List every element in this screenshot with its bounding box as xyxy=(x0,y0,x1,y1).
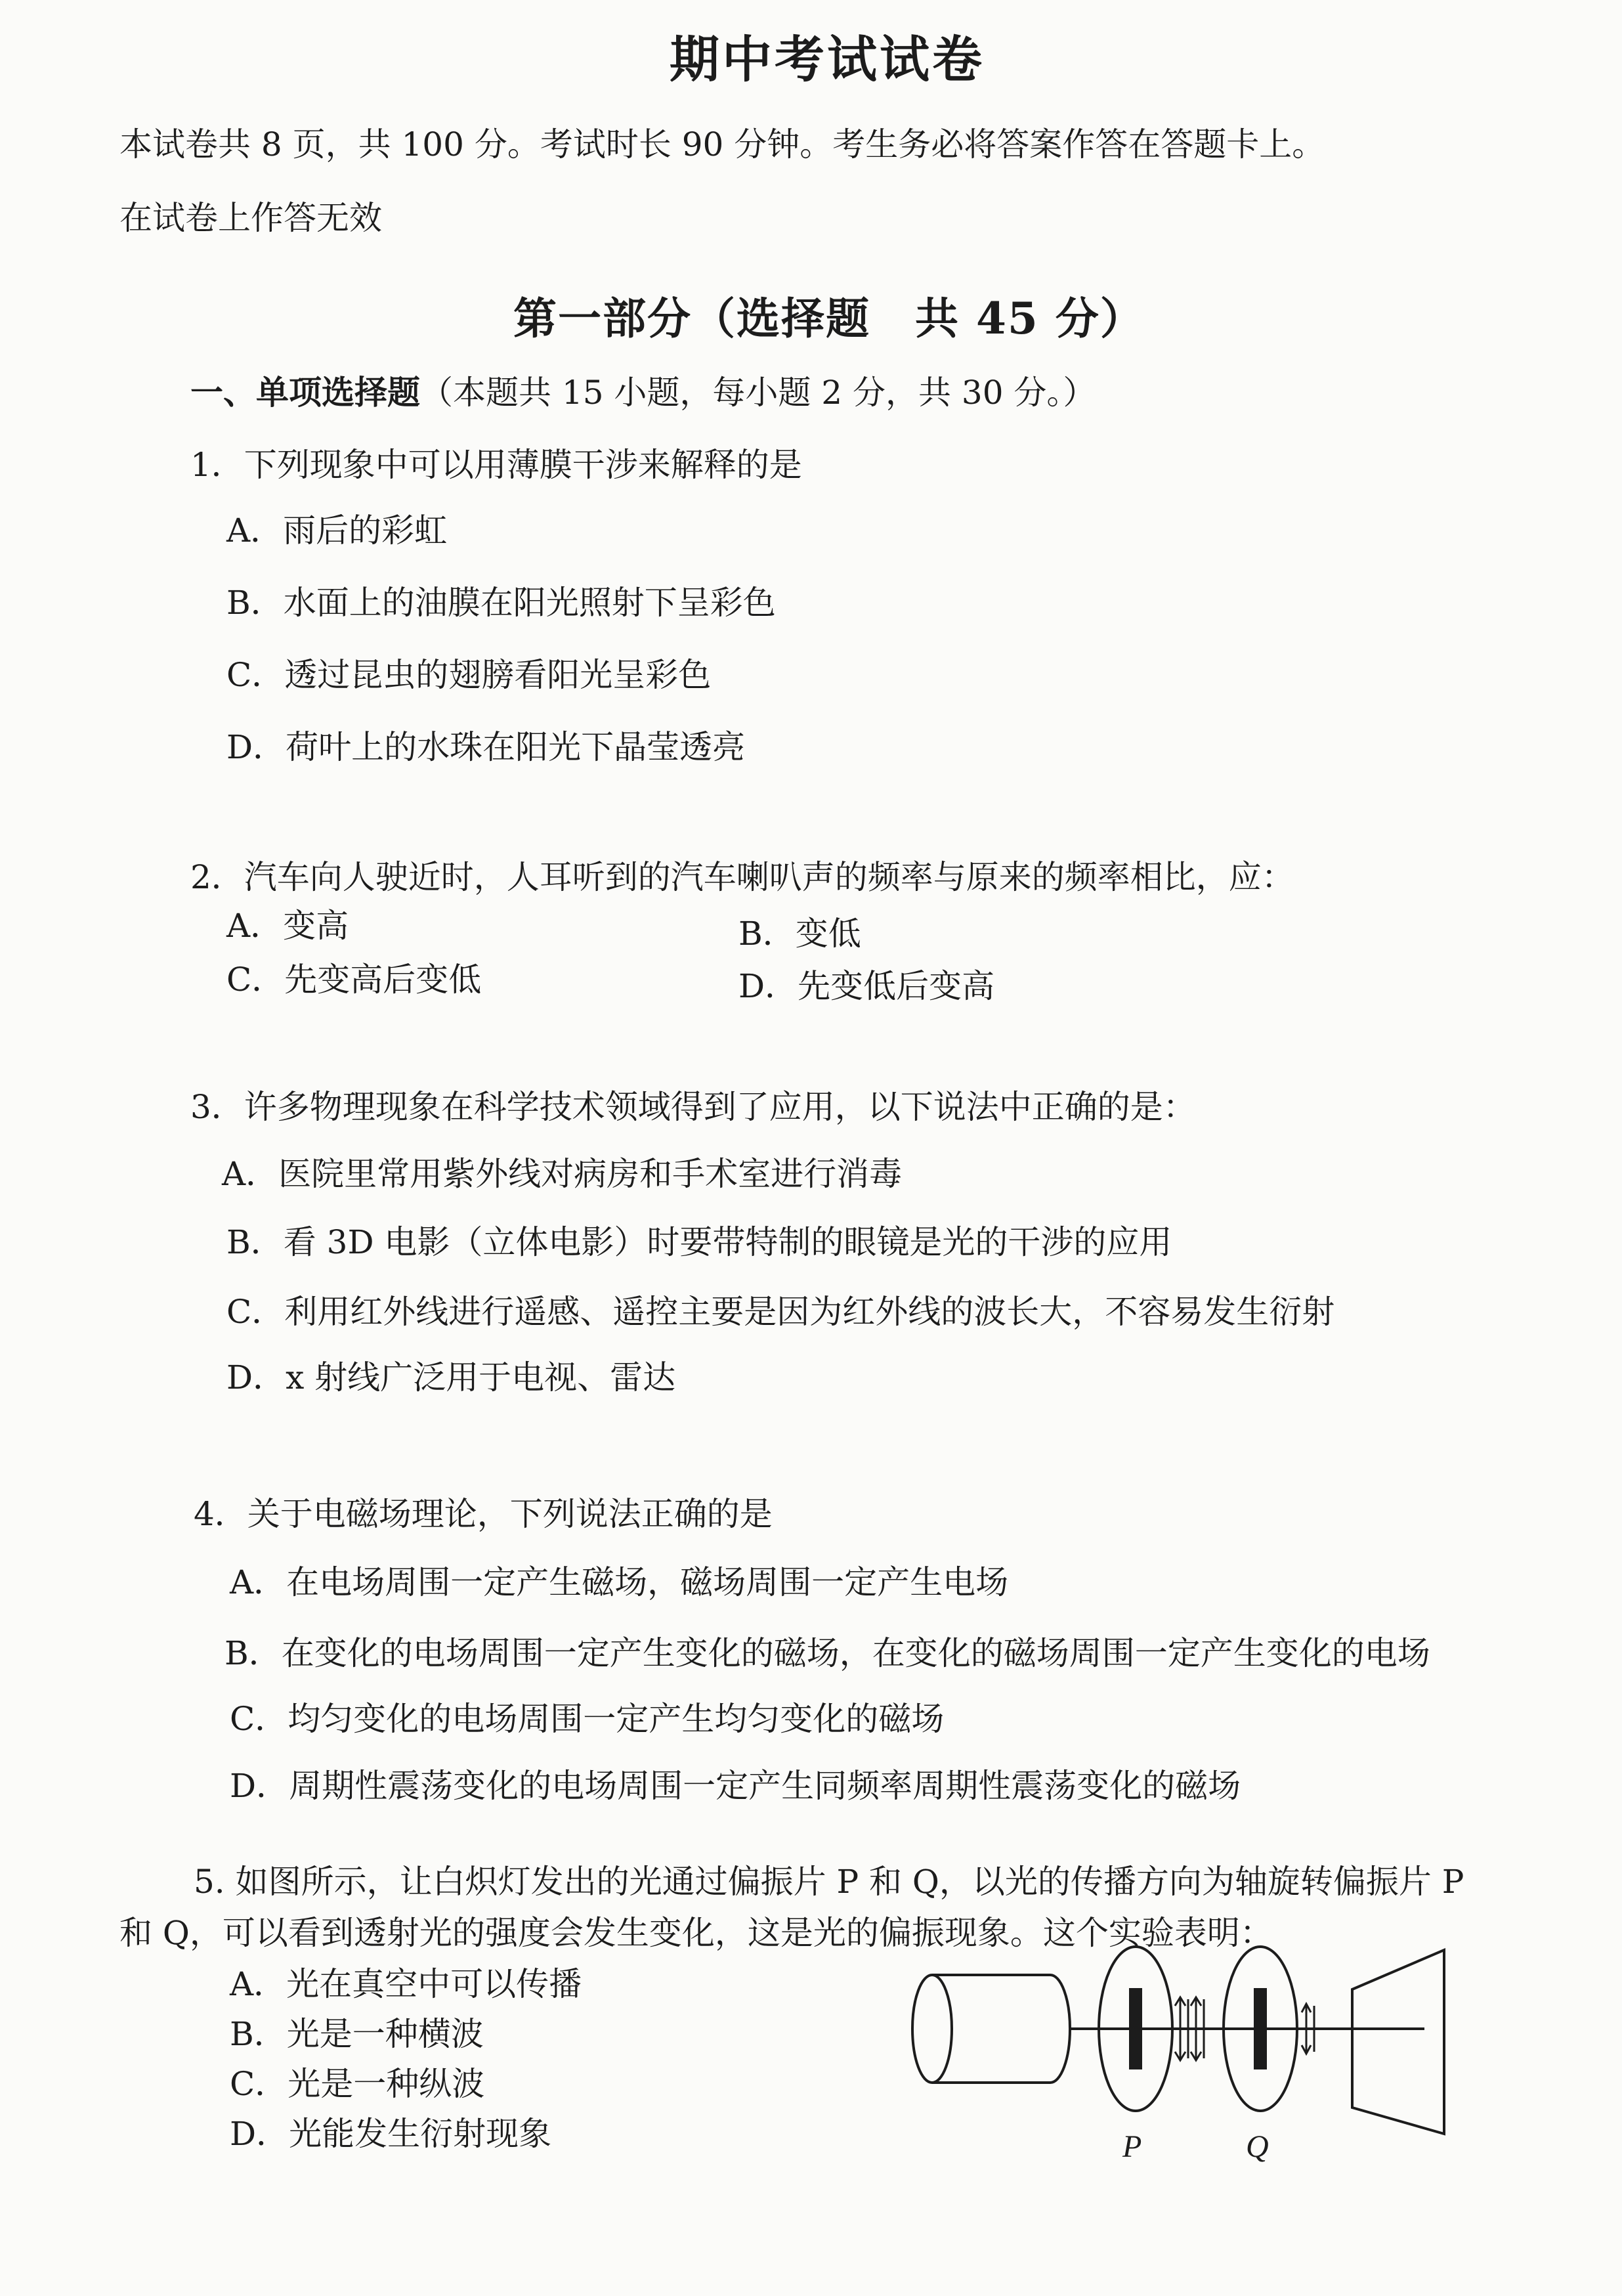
intro-line-2: 在试卷上作答无效 xyxy=(119,199,382,237)
section-heading xyxy=(190,366,1096,414)
question-4-stem: 4．关于电磁场理论，下列说法正确的是 xyxy=(194,1495,773,1533)
label-q: Q xyxy=(1246,2129,1269,2164)
question-5-option-a: A．光在真空中可以传播 xyxy=(230,1965,582,2003)
question-3-option-d: D．x 射线广泛用于电视、雷达 xyxy=(226,1358,676,1397)
intro-line-1: 本试卷共 8 页，共 100 分。考试时长 90 分钟。考生务必将答案作答在答题卡上。 xyxy=(119,125,1325,163)
question-4-option-a: A．在电场周围一定产生磁场，磁场周围一定产生电场 xyxy=(230,1563,1009,1601)
question-2-option-a: A．变高 xyxy=(226,907,349,945)
question-5-stem-line-2: 和 Q，可以看到透射光的强度会发生变化，这是光的偏振现象。这个实验表明： xyxy=(119,1914,1273,1952)
section-note: （本题共 15 小题，每小题 2 分，共 30 分。） xyxy=(420,374,1096,412)
question-4-option-b: B．在变化的电场周围一定产生变化的磁场，在变化的磁场周围一定产生变化的电场 xyxy=(224,1634,1430,1672)
question-4-option-d: D．周期性震荡变化的电场周围一定产生同频率周期性震荡变化的磁场 xyxy=(230,1767,1241,1805)
question-2-option-d: D．先变低后变高 xyxy=(738,967,995,1005)
question-2-option-c: C．先变高后变低 xyxy=(226,961,482,999)
question-2-stem: 2．汽车向人驶近时，人耳听到的汽车喇叭声的频率与原来的频率相比，应： xyxy=(190,858,1294,896)
question-4-option-c: C．均匀变化的电场周围一定产生均匀变化的磁场 xyxy=(230,1700,945,1738)
question-5-option-c: C．光是一种纵波 xyxy=(230,2065,485,2103)
section-label: 一、单项选择题 xyxy=(190,373,420,412)
label-p: P xyxy=(1122,2129,1142,2164)
question-3-option-b: B．看 3D 电影（立体电影）时要带特制的眼镜是光的干涉的应用 xyxy=(226,1223,1172,1261)
question-1-option-c: C．透过昆虫的翅膀看阳光呈彩色 xyxy=(226,656,712,694)
question-1-stem: 1．下列现象中可以用薄膜干涉来解释的是 xyxy=(190,446,802,484)
question-3-option-a: A．医院里常用紫外线对病房和手术室进行消毒 xyxy=(222,1155,903,1193)
part-heading: 第一部分（选择题 共 45 分） xyxy=(513,293,1145,344)
question-5-stem-line-1: 5. 如图所示，让白炽灯发出的光通过偏振片 P 和 Q，以光的传播方向为轴旋转偏振片 P xyxy=(194,1863,1464,1901)
question-1-option-b: B．水面上的油膜在阳光照射下呈彩色 xyxy=(226,584,776,622)
polarizer-diagram xyxy=(899,1943,1457,2167)
page-title: 期中考试试卷 xyxy=(670,30,985,89)
screen-icon xyxy=(1352,1950,1444,2134)
lamp-icon xyxy=(912,1975,1070,2083)
question-5-option-d: D．光能发生衍射现象 xyxy=(230,2115,552,2153)
question-1-option-a: A．雨后的彩虹 xyxy=(226,511,448,550)
question-3-option-c: C．利用红外线进行遥感、遥控主要是因为红外线的波长大，不容易发生衍射 xyxy=(226,1293,1335,1331)
question-5-option-b: B．光是一种横波 xyxy=(230,2015,484,2053)
question-3-stem: 3．许多物理现象在科学技术领域得到了应用，以下说法中正确的是： xyxy=(190,1088,1196,1126)
question-1-option-d: D．荷叶上的水珠在阳光下晶莹透亮 xyxy=(226,728,746,766)
question-2-option-b: B．变低 xyxy=(738,915,861,953)
